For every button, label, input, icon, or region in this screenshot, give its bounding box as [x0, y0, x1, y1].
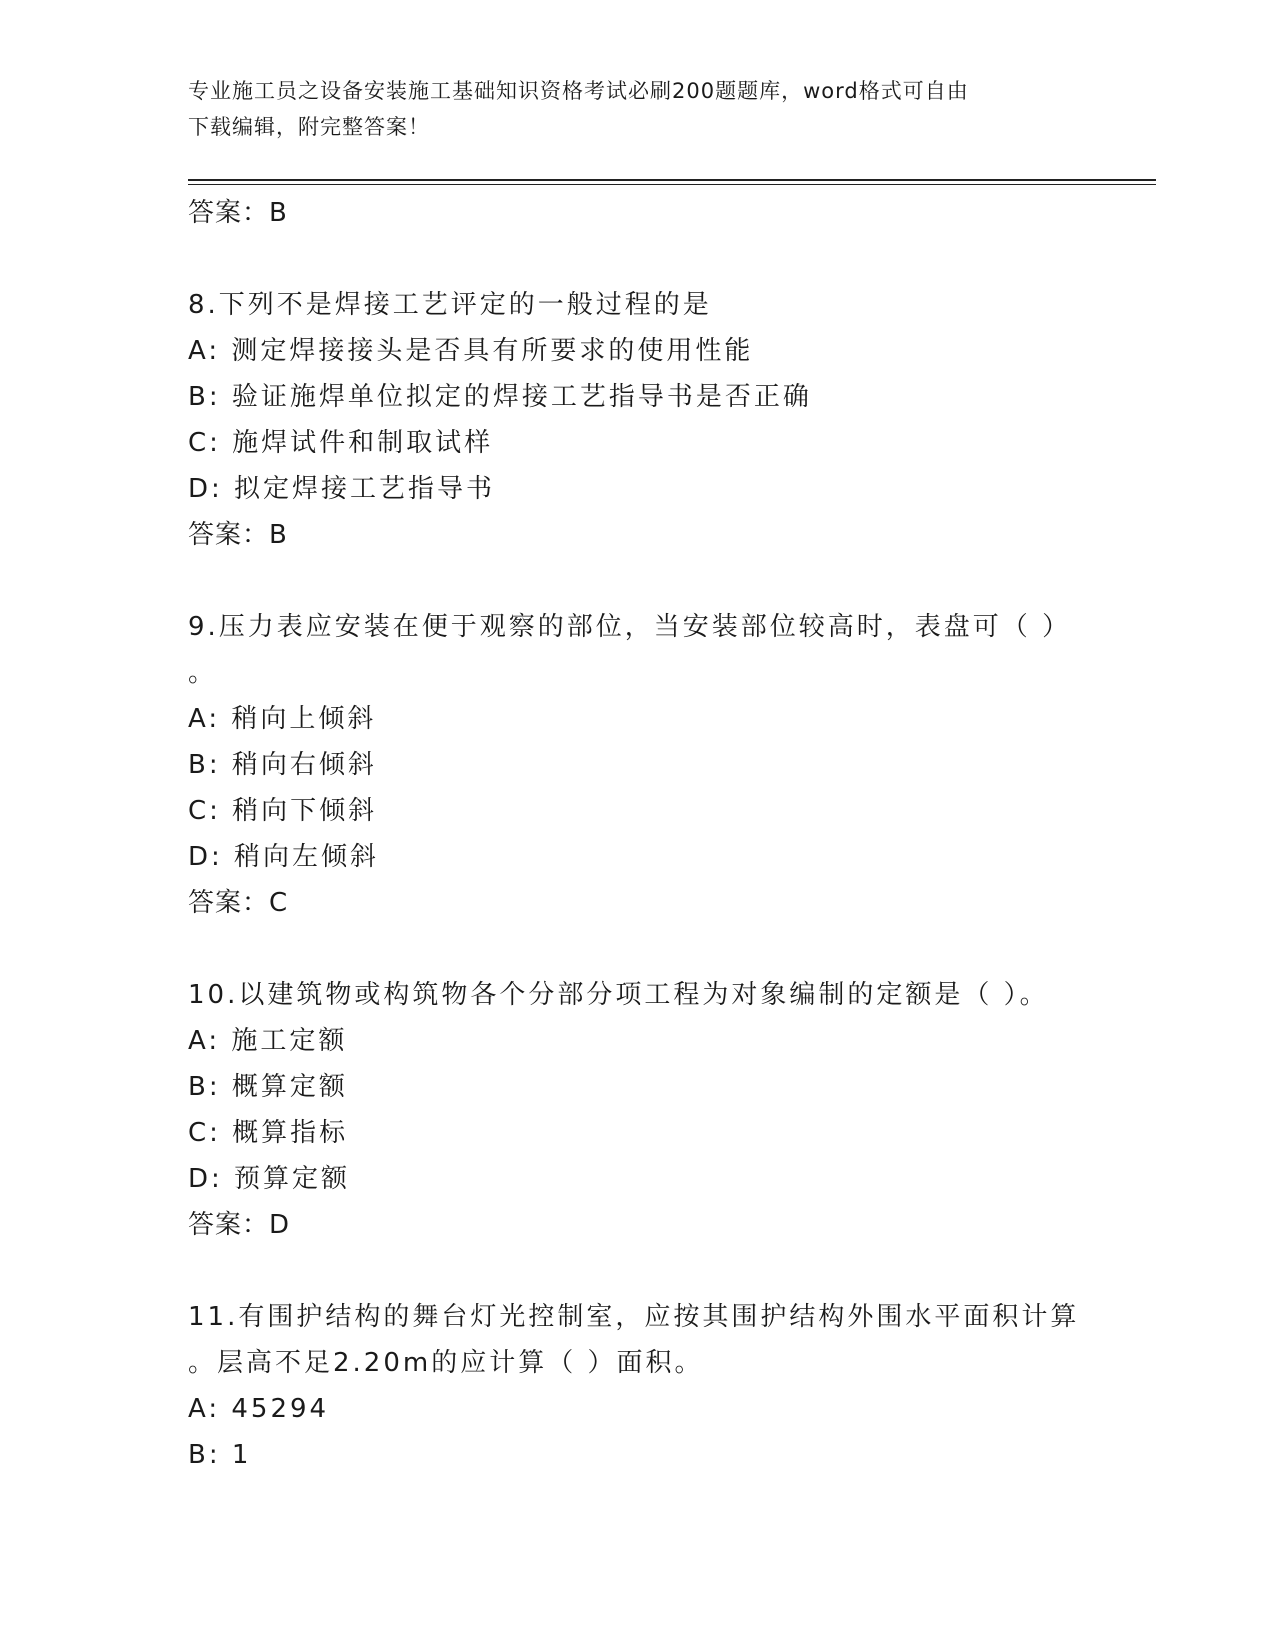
option-c: C: 概算指标 — [188, 1118, 349, 1148]
option-a: A: 45294 — [188, 1394, 330, 1424]
document-header — [188, 73, 1088, 145]
question-block — [188, 282, 1148, 558]
option-b: B: 概算定额 — [188, 1072, 348, 1102]
option-b: B: 1 — [188, 1440, 252, 1470]
question-block — [188, 1294, 1148, 1478]
header-rule-thick — [188, 179, 1156, 181]
question-text: 8.下列不是焊接工艺评定的一般过程的是 — [188, 290, 712, 320]
option-b: B: 验证施焊单位拟定的焊接工艺指导书是否正确 — [188, 382, 812, 412]
answer-line: 答案：B — [188, 198, 288, 228]
answer-line: 答案：D — [188, 1210, 291, 1240]
option-b: B: 稍向右倾斜 — [188, 750, 377, 780]
option-d: D: 预算定额 — [188, 1164, 351, 1194]
question-text: 10.以建筑物或构筑物各个分部分项工程为对象编制的定额是（ ）。 — [188, 980, 1049, 1010]
option-c: C: 施焊试件和制取试样 — [188, 428, 494, 458]
question-block — [188, 604, 1148, 926]
answer-line: 答案：C — [188, 888, 289, 918]
header-line-2: 下载编辑，附完整答案！ — [188, 115, 430, 139]
option-a: A: 稍向上倾斜 — [188, 704, 377, 734]
option-c: C: 稍向下倾斜 — [188, 796, 378, 826]
option-a: A: 施工定额 — [188, 1026, 348, 1056]
option-d: D: 稍向左倾斜 — [188, 842, 380, 872]
question-text-continued: 。层高不足2.20m的应计算（ ）面积。 — [188, 1348, 704, 1378]
header-line-1: 专业施工员之设备安装施工基础知识资格考试必刷200题题库，word格式可自由 — [188, 79, 969, 103]
option-a: A: 测定焊接接头是否具有所要求的使用性能 — [188, 336, 754, 366]
question-list — [188, 190, 1148, 1478]
question-block — [188, 972, 1148, 1248]
question-text-continued: 。 — [188, 658, 218, 688]
question-text: 9.压力表应安装在便于观察的部位，当安装部位较高时，表盘可（ ） — [188, 612, 1072, 642]
header-rule-thin — [188, 184, 1156, 185]
answer-line: 答案：B — [188, 520, 288, 550]
question-text: 11.有围护结构的舞台灯光控制室，应按其围护结构外围水平面积计算 — [188, 1302, 1080, 1332]
option-d: D: 拟定焊接工艺指导书 — [188, 474, 496, 504]
